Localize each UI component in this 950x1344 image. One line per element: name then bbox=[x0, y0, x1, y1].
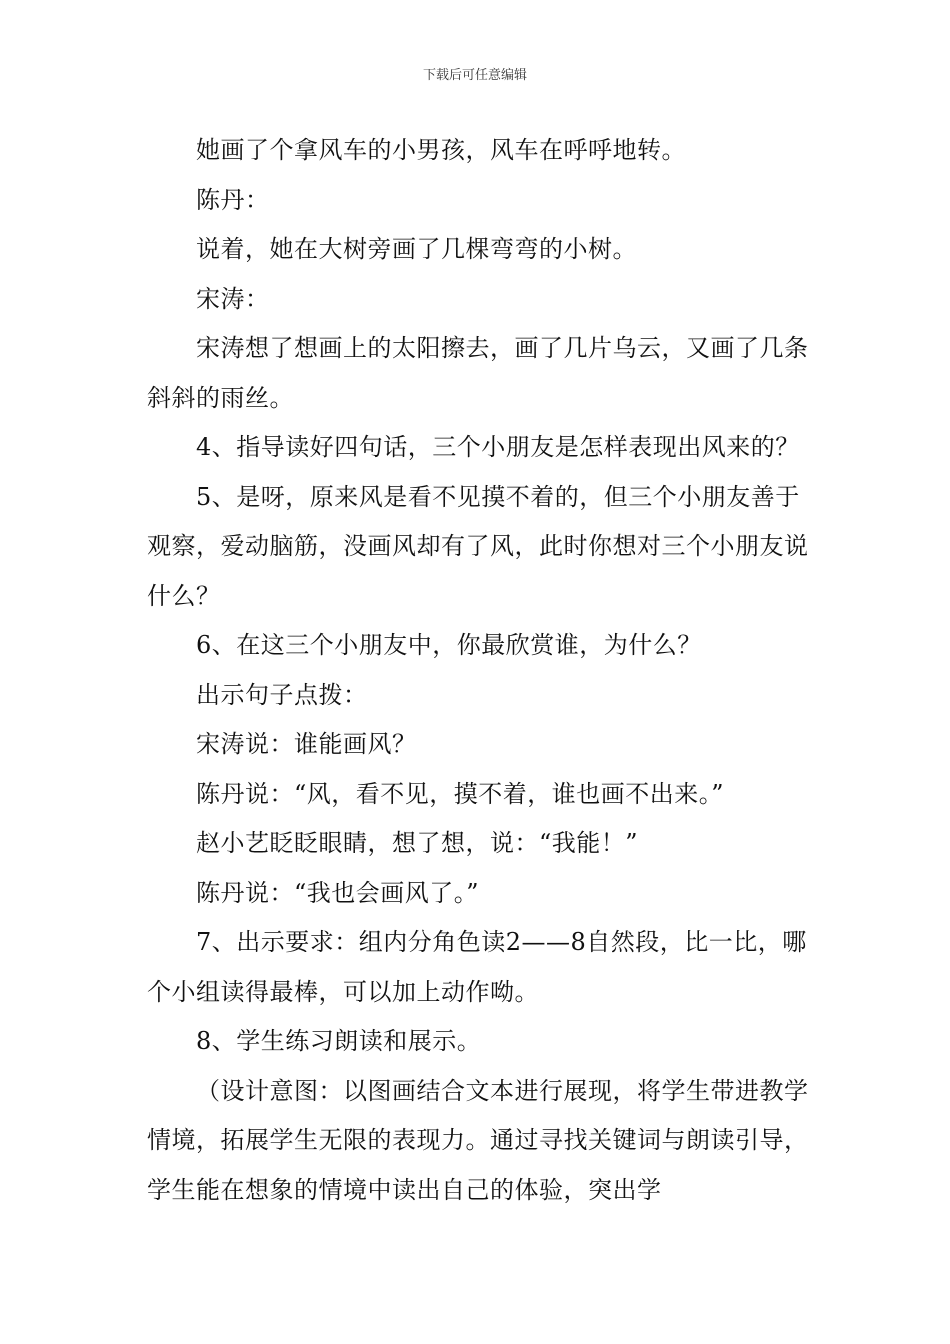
paragraph: 宋涛： bbox=[196, 284, 270, 313]
paragraph: （设计意图：以图画结合文本进行展现，将学生带进教学情境，拓展学生无限的表现力。通过寻找关键词与朗读引导，学生能在想象的情境中读出自己的体验，突出学 bbox=[147, 1076, 809, 1204]
paragraph: 陈丹： bbox=[196, 185, 270, 214]
paragraph: 6、在这三个小朋友中，你最欣赏谁，为什么？ bbox=[196, 631, 702, 659]
paragraph: 7、出示要求：组内分角色读2——8自然段，比一比，哪个小组读得最棒，可以加上动作呦。 bbox=[147, 928, 807, 1006]
paragraph: 4、指导读好四句话，三个小朋友是怎样表现出风来的？ bbox=[196, 433, 800, 461]
paragraph: 陈丹说：“风，看不见，摸不着，谁也画不出来。” bbox=[196, 779, 725, 808]
paragraph: 5、是呀，原来风是看不见摸不着的，但三个小朋友善于观察，爱动脑筋，没画风却有了风，此时你想对三个小朋友说什么？ bbox=[147, 482, 809, 610]
document-body bbox=[147, 126, 811, 1215]
paragraph: 她画了个拿风车的小男孩，风车在呼呼地转。 bbox=[196, 136, 686, 164]
paragraph: 宋涛说：谁能画风？ bbox=[196, 730, 417, 758]
paragraph: 8、学生练习朗读和展示。 bbox=[196, 1027, 482, 1055]
paragraph: 说着，她在大树旁画了几棵弯弯的小树。 bbox=[196, 235, 637, 263]
paragraph: 出示句子点拨： bbox=[196, 680, 368, 709]
paragraph: 陈丹说：“我也会画风了。” bbox=[196, 878, 480, 907]
page-header: 下载后可任意编辑 bbox=[422, 68, 527, 83]
paragraph: 宋涛想了想画上的太阳擦去，画了几片乌云，又画了几条斜斜的雨丝。 bbox=[147, 334, 809, 412]
paragraph: 赵小艺眨眨眼睛，想了想，说：“我能！” bbox=[196, 829, 639, 857]
